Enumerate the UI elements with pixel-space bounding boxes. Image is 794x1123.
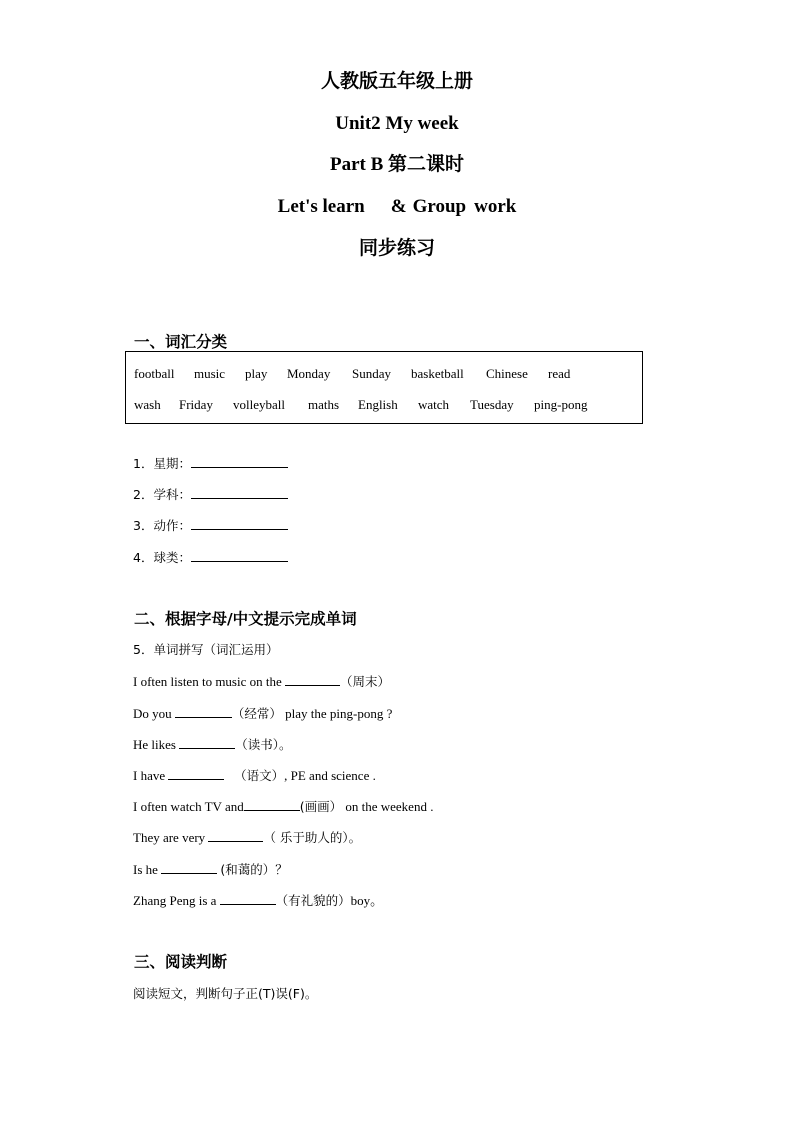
chinese-hint: （语文） [234,768,285,783]
answer-blank[interactable] [191,454,288,468]
category-label: 1．星期： [133,456,191,471]
chinese-hint: （有礼貌的） [275,893,351,908]
section-heading-spelling: 二、根据字母/中文提示完成单词 [134,610,357,628]
sentence-text: They are very [133,830,209,845]
word-item: watch [418,397,450,412]
category-label: 3．动作： [133,518,191,533]
fill-sentence [133,828,361,847]
answer-blank[interactable] [161,860,217,874]
word-item: basketball [411,366,464,381]
chinese-hint: （周末） [340,674,391,689]
category-row [133,548,288,567]
fill-sentence [133,797,433,816]
chinese-hint: （读书）。 [235,737,292,752]
doc-title-grade: 人教版五年级上册 [320,71,473,92]
lesson-name-1: Let's learn [277,196,365,217]
answer-blank[interactable] [168,766,224,780]
reading-instruction: 阅读短文，判断句子正(T)误(F)。 [133,986,318,1001]
chinese-hint: (和蔼的）？ [220,862,288,877]
sentence-text: Is he [133,862,162,877]
word-item: play [245,366,268,381]
category-row [133,454,288,473]
fill-sentence [133,704,392,723]
sentence-text: on the weekend . [342,799,434,814]
word-item: Chinese [486,366,528,381]
fill-sentence [133,766,376,785]
category-row [133,485,288,504]
answer-blank[interactable] [285,672,340,686]
answer-blank[interactable] [191,516,288,530]
lesson-name-2b: work [474,196,517,217]
word-item: Monday [287,366,331,381]
answer-blank[interactable] [208,828,263,842]
sentence-text: boy。 [350,893,384,908]
fill-sentence [133,891,383,910]
sentence-text: , PE and science . [284,768,376,783]
chinese-hint: （ 乐于助人的）。 [263,830,362,845]
word-item: Sunday [352,366,391,381]
sentence-text: play the ping-pong ? [281,706,393,721]
sentence-text: He likes [133,737,180,752]
sentence-text: Do you [133,706,175,721]
section-heading-vocab: 一、词汇分类 [134,333,228,351]
word-item: ping-pong [534,397,588,412]
sentence-text: Zhang Peng is a [133,893,220,908]
ampersand: & [390,196,407,217]
category-label: 2．学科： [133,487,191,502]
word-item: Tuesday [470,397,514,412]
word-item: football [134,366,175,381]
doc-subtitle: 同步练习 [358,238,435,259]
answer-blank[interactable] [220,891,276,905]
fill-sentence [133,860,288,879]
fill-sentence [133,672,390,691]
chinese-hint: （经常） [231,706,282,721]
sentence-text: I have [133,768,169,783]
category-row [133,516,288,535]
doc-title-lesson [0,195,794,219]
sentence-text: I often watch TV and [133,799,244,814]
word-item: English [358,397,398,412]
word-item: Friday [179,397,213,412]
fill-sentence [133,735,291,754]
word-item: wash [134,397,161,412]
lesson-name-2a: Group [412,196,467,217]
answer-blank[interactable] [179,735,235,749]
word-item: volleyball [233,397,285,412]
answer-blank[interactable] [244,797,300,811]
sentence-text: I often listen to music on the [133,674,286,689]
doc-title-unit: Unit2 My week [335,113,459,134]
category-label: 4．球类： [133,550,191,565]
answer-blank[interactable] [175,704,232,718]
section-heading-reading: 三、阅读判断 [134,953,228,971]
answer-blank[interactable] [191,548,288,562]
word-bank-box [125,351,643,424]
question-number: 5．单词拼写（词汇运用） [133,642,279,657]
doc-title-part: Part B 第二课时 [329,154,465,175]
chinese-hint: (画画） [299,799,343,814]
word-item: read [548,366,571,381]
answer-blank[interactable] [191,485,288,499]
word-item: music [194,366,226,381]
word-item: maths [308,397,340,412]
